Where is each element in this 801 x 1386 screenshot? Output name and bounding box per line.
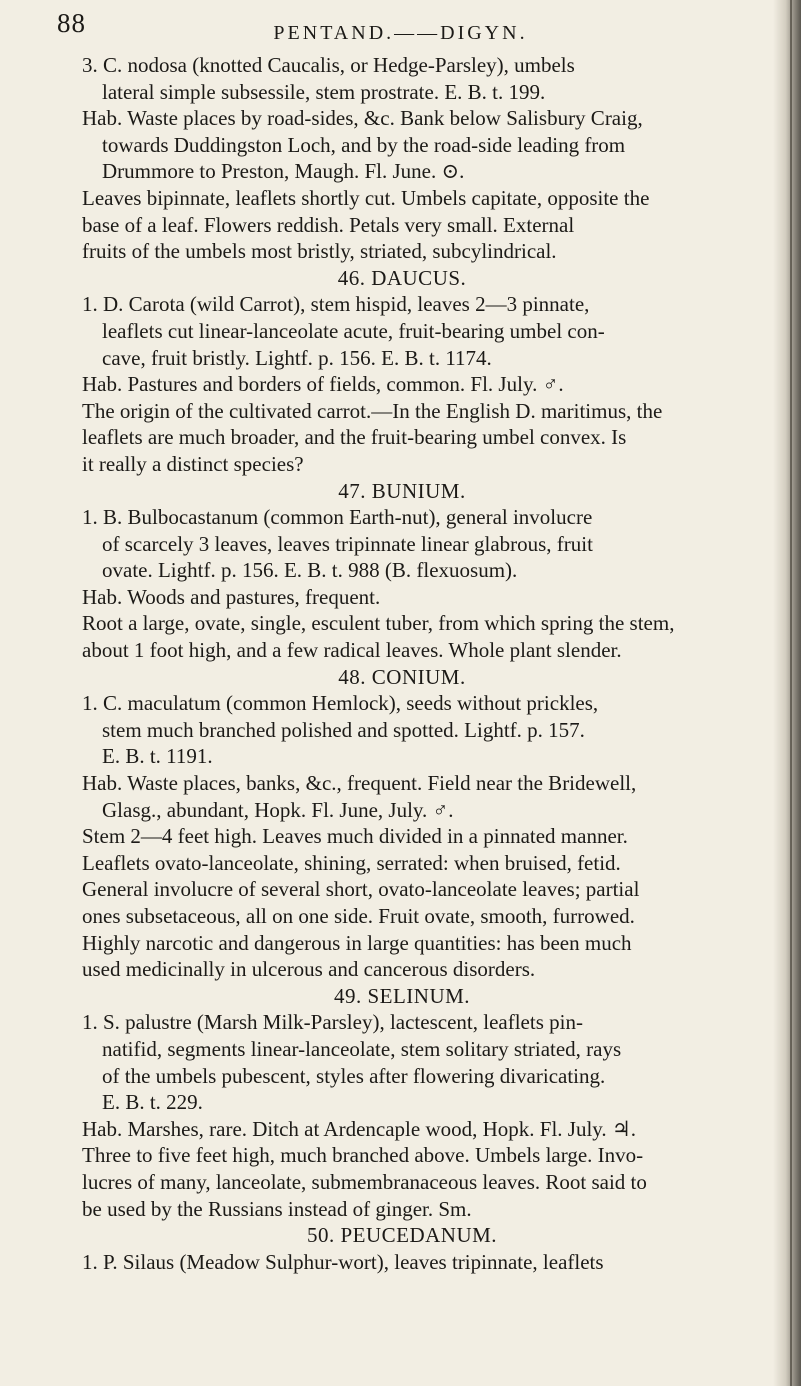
- text-line: leaflets cut linear-lanceolate acute, fruit-bearing umbel con-: [102, 318, 605, 343]
- genus-heading: 50. PEUCEDANUM.: [306, 1223, 498, 1248]
- text-line: Stem 2—4 feet high. Leaves much divided in a pinnated manner.: [82, 824, 628, 849]
- text-line: Leaflets ovato-lanceolate, shining, serrated: when bruised, fetid.: [82, 850, 621, 875]
- text-line: it really a distinct species?: [82, 451, 304, 476]
- text-line: Hab. Waste places by road-sides, &c. Bank below Salisbury Craig,: [82, 106, 643, 131]
- genus-heading: 48. CONIUM.: [338, 664, 466, 689]
- text-line: Leaves bipinnate, leaflets shortly cut. Umbels capitate, opposite the: [82, 185, 650, 210]
- page-edge-line: [790, 0, 792, 1386]
- text-line: of the umbels pubescent, styles after flowering divaricating.: [102, 1063, 606, 1088]
- text-line: 1. B. Bulbocastanum (common Earth-nut), general involucre: [82, 505, 593, 530]
- text-line: towards Duddingston Loch, and by the road-side leading from: [102, 132, 626, 157]
- text-line: The origin of the cultivated carrot.—In the English D. maritimus, the: [82, 398, 663, 423]
- text-line: stem much branched polished and spotted. Lightf. p. 157.: [102, 717, 585, 742]
- page-number: 88: [57, 8, 86, 38]
- text-line: Highly narcotic and dangerous in large quantities: has been much: [82, 930, 632, 955]
- text-line: General involucre of several short, ovato-lanceolate leaves; partial: [82, 877, 640, 902]
- text-line: 1. P. Silaus (Meadow Sulphur-wort), leaves tripinnate, leaflets: [82, 1249, 604, 1274]
- text-line: of scarcely 3 leaves, leaves tripinnate linear glabrous, fruit: [102, 531, 593, 556]
- text-line: natifid, segments linear-lanceolate, stem solitary striated, rays: [102, 1036, 622, 1061]
- text-line: lateral simple subsessile, stem prostrate. E. B. t. 199.: [102, 79, 546, 104]
- genus-heading: 49. SELINUM.: [333, 983, 471, 1008]
- text-line: E. B. t. 229.: [102, 1090, 203, 1115]
- text-line: Hab. Marshes, rare. Ditch at Ardencaple wood, Hopk. Fl. July. ♃.: [82, 1116, 637, 1141]
- text-line: cave, fruit bristly. Lightf. p. 156. E. B. t. 1174.: [102, 345, 492, 370]
- text-block: [82, 52, 782, 1275]
- text-line: 1. S. palustre (Marsh Milk-Parsley), lactescent, leaflets pin-: [82, 1010, 583, 1035]
- text-line: Glasg., abundant, Hopk. Fl. June, July. ♂.: [102, 797, 454, 822]
- text-line: Hab. Waste places, banks, &c., frequent. Field near the Bridewell,: [82, 771, 637, 796]
- text-line: 1. D. Carota (wild Carrot), stem hispid, leaves 2—3 pinnate,: [82, 292, 590, 317]
- text-line: Root a large, ovate, single, esculent tuber, from which spring the stem,: [82, 611, 675, 636]
- text-line: about 1 foot high, and a few radical leaves. Whole plant slender.: [82, 638, 622, 663]
- text-line: ovate. Lightf. p. 156. E. B. t. 988 (B. flexuosum).: [102, 558, 518, 583]
- text-line: lucres of many, lanceolate, submembranaceous leaves. Root said to: [82, 1169, 647, 1194]
- text-line: be used by the Russians instead of ginger. Sm.: [82, 1196, 472, 1221]
- genus-heading: 47. BUNIUM.: [338, 478, 466, 503]
- text-line: 1. C. maculatum (common Hemlock), seeds without prickles,: [82, 691, 599, 716]
- text-line: fruits of the umbels most bristly, striated, subcylindrical.: [82, 239, 557, 264]
- genus-heading: 46. DAUCUS.: [337, 265, 467, 290]
- text-line: base of a leaf. Flowers reddish. Petals very small. External: [82, 212, 575, 237]
- running-head: PENTAND.——DIGYN.: [273, 22, 528, 44]
- text-line: Drummore to Preston, Maugh. Fl. June. ⊙.: [102, 159, 465, 184]
- text-line: E. B. t. 1191.: [102, 744, 213, 769]
- text-line: Hab. Pastures and borders of fields, common. Fl. July. ♂.: [82, 372, 564, 397]
- text-line: ones subsetaceous, all on one side. Fruit ovate, smooth, furrowed.: [82, 904, 635, 928]
- text-line: Three to five feet high, much branched above. Umbels large. Invo-: [82, 1143, 644, 1168]
- text-line: used medicinally in ulcerous and cancerous disorders.: [82, 957, 536, 982]
- text-line: 3. C. nodosa (knotted Caucalis, or Hedge-Parsley), umbels: [82, 53, 575, 77]
- text-line: Hab. Woods and pastures, frequent.: [82, 584, 381, 609]
- text-line: leaflets are much broader, and the fruit-bearing umbel convex. Is: [82, 425, 627, 450]
